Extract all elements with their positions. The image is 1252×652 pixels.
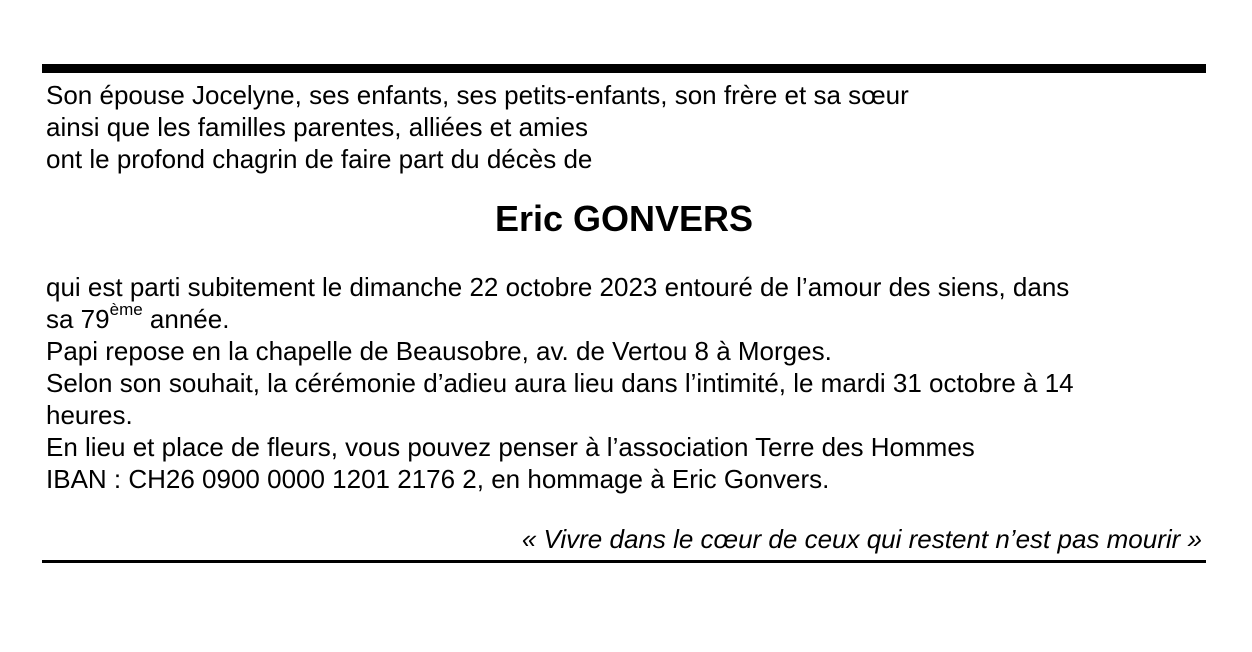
intro-line-3: ont le profond chagrin de faire part du décès de: [46, 144, 593, 174]
top-rule: [42, 64, 1206, 73]
deceased-name: Eric GONVERS: [494, 198, 754, 239]
ordinal-suffix: ème: [109, 300, 143, 320]
bottom-rule: [42, 560, 1206, 563]
body-line-ceremony-cont: heures.: [46, 400, 133, 430]
intro-line-2: ainsi que les familles parentes, alliées et amies: [46, 112, 588, 142]
intro-text: [42, 79, 1206, 175]
age-prefix: sa 79: [46, 304, 110, 334]
body-line-chapel: Papi repose en la chapelle de Beausobre, av. de Vertou 8 à Morges.: [46, 336, 832, 366]
age-suffix: année.: [142, 304, 230, 334]
body-line-donation: En lieu et place de fleurs, vous pouvez penser à l’association Terre des Hommes: [46, 432, 975, 462]
body-line-2: [46, 300, 1206, 335]
intro-line-1: Son épouse Jocelyne, ses enfants, ses petits-enfants, son frère et sa sœur: [46, 80, 909, 110]
closing-quote: « Vivre dans le cœur de ceux qui restent n’est pas mourir »: [521, 524, 1202, 554]
body-line-1: qui est parti subitement le dimanche 22 octobre 2023 entouré de l’amour des siens, dans: [46, 272, 1070, 302]
body-line-ceremony: Selon son souhait, la cérémonie d’adieu aura lieu dans l’intimité, le mardi 31 octobre à 14: [46, 368, 1074, 398]
notice-body: [42, 271, 1206, 495]
obituary-notice: [42, 64, 1206, 563]
body-line-iban: IBAN : CH26 0900 0000 1201 2176 2, en hommage à Eric Gonvers.: [46, 464, 830, 494]
